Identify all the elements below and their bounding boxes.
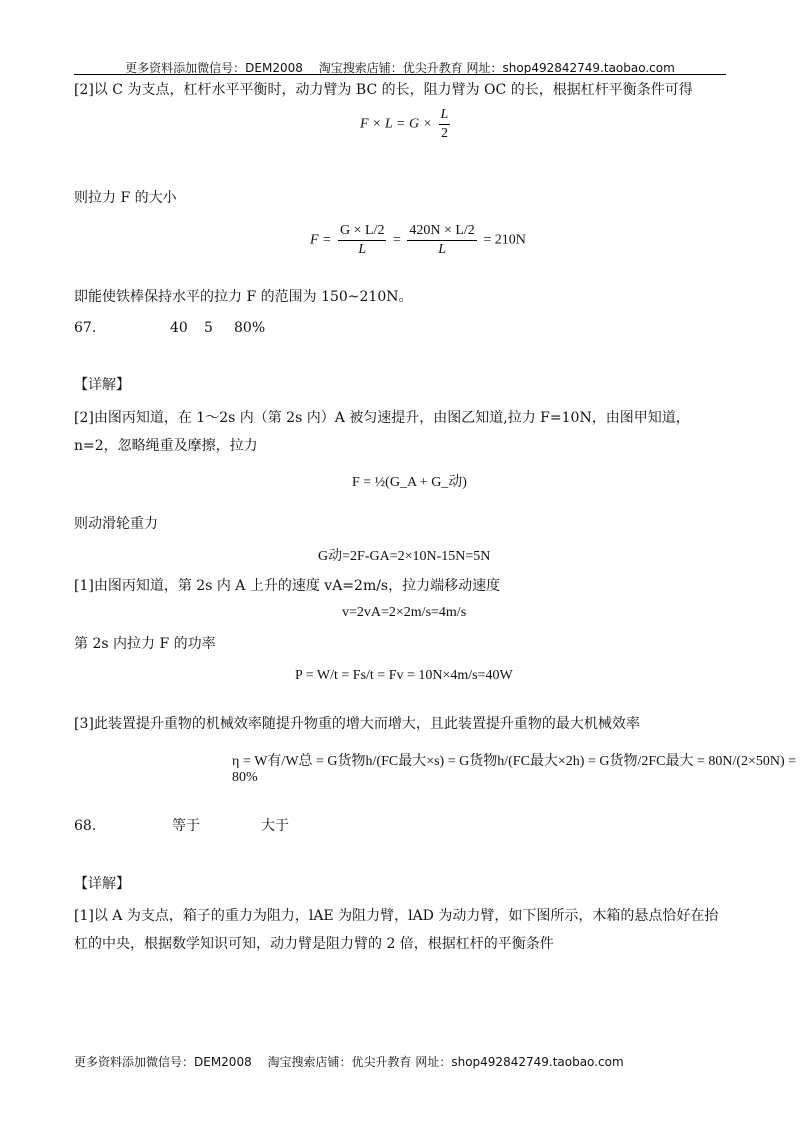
answer-line-67 [74, 318, 726, 338]
equals: = [392, 232, 401, 248]
paragraph: 则动滑轮重力 [74, 516, 158, 532]
equation-lever-balance [360, 106, 453, 143]
equation-velocity: v=2vA=2×2m/s=4m/s [342, 605, 467, 620]
equation-pulley-weight: G动=2F-GA=2×10N-15N=5N [318, 549, 491, 564]
fraction [407, 222, 476, 259]
answer: 5 [204, 320, 213, 336]
paragraph: [2]以 C 为支点，杠杆水平平衡时，动力臂为 BC 的长，阻力臂为 OC 的长，根据杠杆平衡条件可得 [74, 82, 693, 98]
fraction [439, 106, 451, 143]
equation-power: P = W/t = Fs/t = Fv = 10N×4m/s=40W [295, 668, 513, 683]
equation-efficiency: η = W有/W总 = G货物h/(FC最大×s) = G货物h/(FC最大×2h) = G货物/2FC最大 = 80N/(2×50N) = 80% [232, 754, 797, 785]
detail-label: 【详解】 [74, 876, 130, 892]
header-rule [74, 74, 726, 75]
answer: 40 [170, 320, 188, 336]
page-header: 更多资料添加微信号：DEM2008 淘宝搜索店铺：优尖升教育 网址：shop492842749.taobao.com [125, 61, 675, 75]
paragraph: 则拉力 F 的大小 [74, 190, 177, 206]
eq-left: F × L = G × [360, 116, 433, 132]
answer: 等于 [172, 818, 200, 834]
fraction-numerator: 420N × L/2 [407, 222, 476, 241]
fraction-numerator: L [439, 106, 451, 125]
equation-pull-force: F = ½(G_A + G_动) [352, 475, 467, 490]
paragraph: [1]由图丙知道，第 2s 内 A 上升的速度 vA=2m/s，拉力端移动速度 [74, 578, 501, 594]
detail-label: 【详解】 [74, 377, 130, 393]
paragraph: [3]此装置提升重物的机械效率随提升物重的增大而增大，且此装置提升重物的最大机械效率 [74, 716, 640, 732]
paragraph: 第 2s 内拉力 F 的功率 [74, 636, 216, 652]
answer: 大于 [261, 818, 289, 834]
fraction-denominator: L [358, 242, 367, 257]
paragraph: [1]以 A 为支点，箱子的重力为阻力，lAE 为阻力臂，lAD 为动力臂，如下图所示，木箱的悬点恰好在抬杠的中央，根据数学知识可知，动力臂是阻力臂的 2 倍，根据杠杆的平衡条件 [74, 908, 719, 952]
fraction [338, 222, 386, 259]
eq-result: = 210N [483, 232, 526, 248]
equation-force [310, 222, 526, 259]
paragraph: 即能使铁棒保持水平的拉力 F 的范围为 150~210N。 [74, 289, 413, 305]
answer-line-68 [74, 816, 726, 836]
page-footer: 更多资料添加微信号：DEM2008 淘宝搜索店铺：优尖升教育 网址：shop492842749.taobao.com [74, 1055, 624, 1069]
paragraph: [2]由图丙知道，在 1～2s 内（第 2s 内）A 被匀速提升，由图乙知道,拉力 F=10N，由图甲知道，n=2，忽略绳重及摩擦，拉力 [74, 410, 690, 454]
eq-lhs: F = [310, 232, 332, 248]
answer: 80% [234, 320, 266, 336]
fraction-denominator: 2 [440, 126, 448, 141]
fraction-denominator: L [438, 242, 446, 257]
question-number: 67. [74, 320, 97, 336]
fraction-numerator: G × L/2 [338, 222, 386, 241]
question-number: 68. [74, 818, 97, 834]
